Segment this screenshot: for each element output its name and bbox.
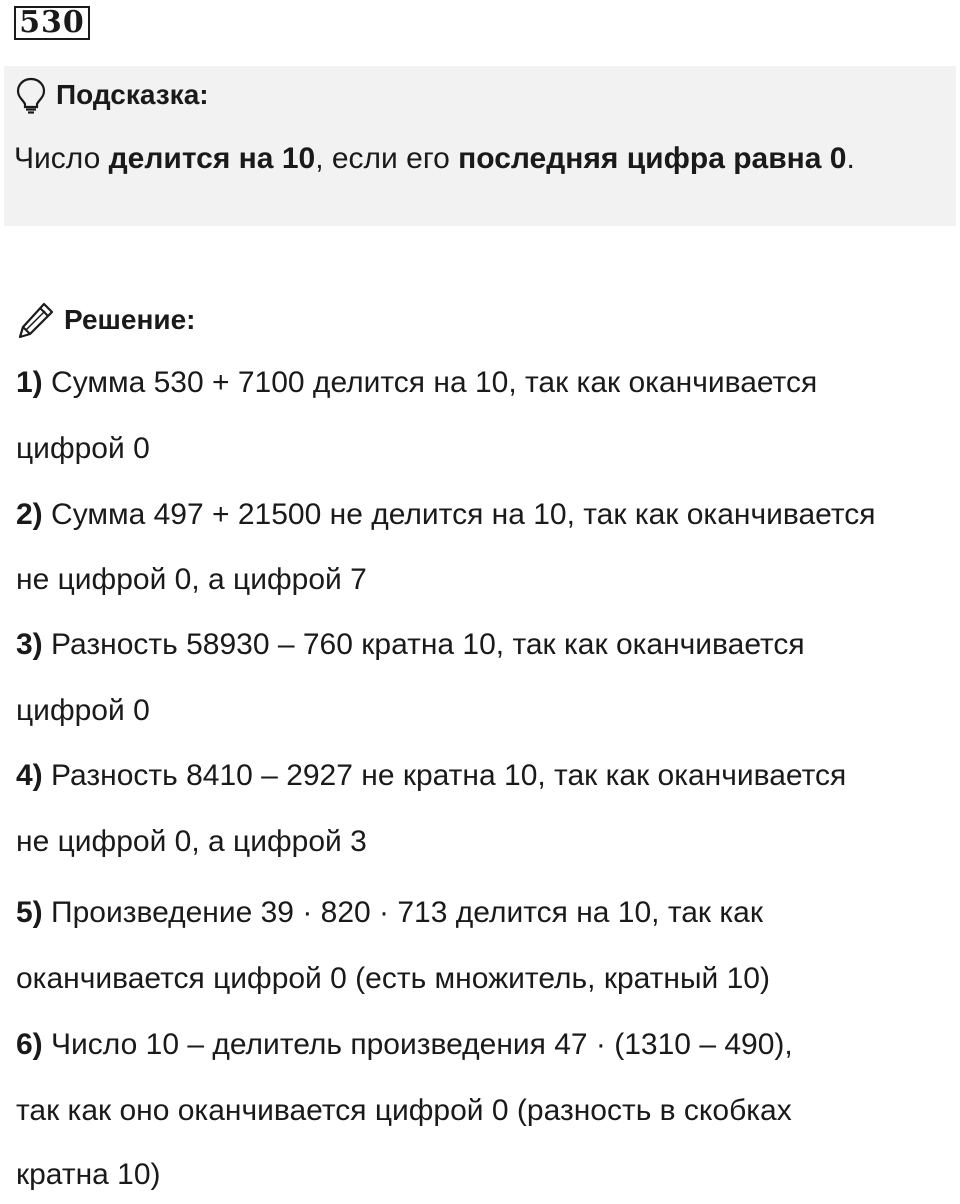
solution-item-5: 5) Произведение 39 · 820 · 713 делится на 10, так как [16, 896, 763, 929]
solution-item-6: 6) Число 10 – делитель произведения 47 · (1310 – 490), [16, 1028, 793, 1061]
hint-text: Число делится на 10, если его последняя цифра равна 0. [14, 142, 855, 175]
solution-item-3: 3) Разность 58930 – 760 кратна 10, так как оканчивается [16, 628, 805, 661]
solution-item-6-cont-2: кратна 10) [16, 1158, 161, 1191]
pencil-icon [16, 300, 56, 340]
solution-item-3-cont: цифрой 0 [16, 694, 150, 727]
solution-item-1-cont: цифрой 0 [16, 432, 150, 465]
lightbulb-icon [14, 76, 48, 114]
solution-heading [16, 300, 195, 340]
solution-item-5-cont: оканчивается цифрой 0 (есть множитель, кратный 10) [16, 962, 770, 995]
solution-item-1: 1) Сумма 530 + 7100 делится на 10, так как оканчивается [16, 366, 818, 399]
task-number: 530 [14, 6, 90, 40]
solution-item-4-cont: не цифрой 0, а цифрой 3 [16, 825, 367, 858]
solution-item-2: 2) Сумма 497 + 21500 не делится на 10, так как оканчивается [16, 498, 876, 531]
solution-item-2-cont: не цифрой 0, а цифрой 7 [16, 563, 367, 596]
solution-item-6-cont: так как оно оканчивается цифрой 0 (разность в скобках [16, 1094, 792, 1127]
hint-title: Подсказка: [56, 79, 209, 110]
solution-item-4: 4) Разность 8410 – 2927 не кратна 10, так как оканчивается [16, 759, 847, 792]
hint-heading [14, 76, 209, 114]
solution-title: Решение: [64, 304, 196, 335]
